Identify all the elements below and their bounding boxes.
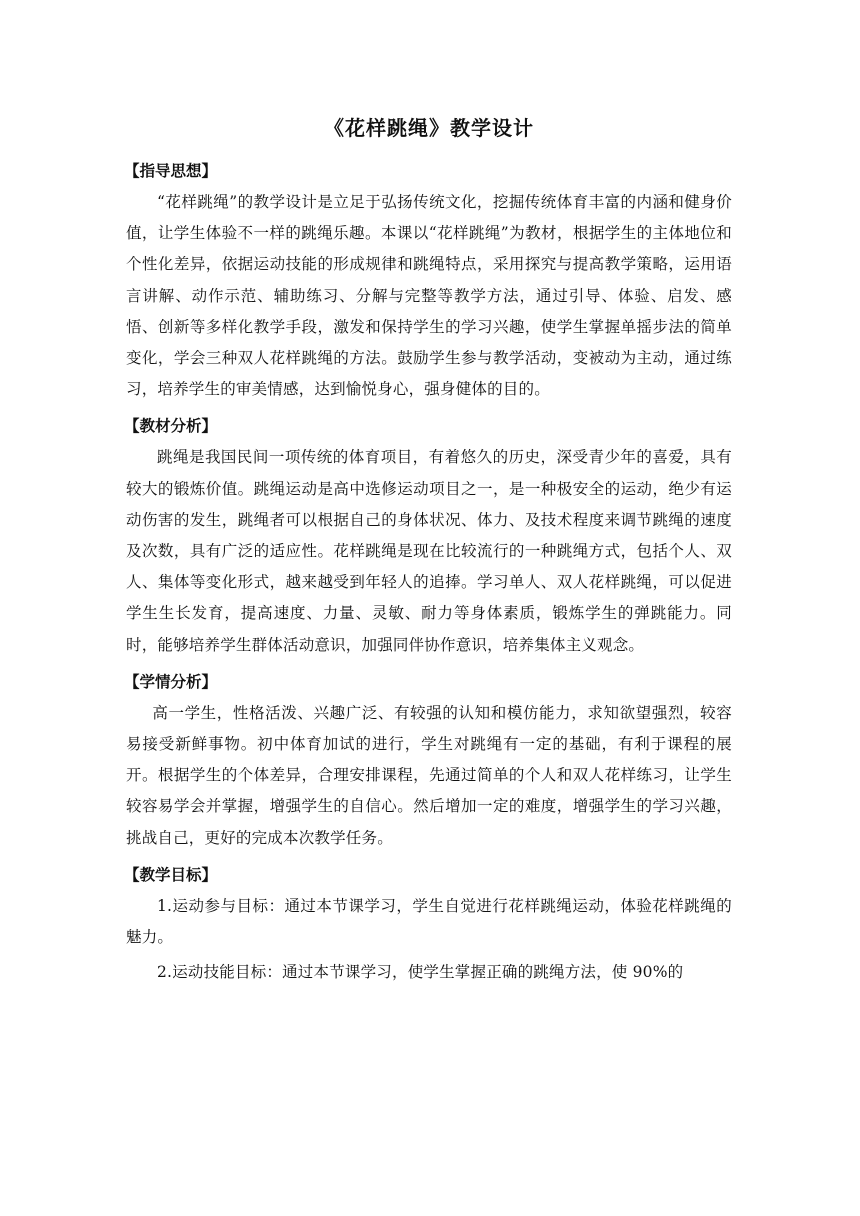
section-student-analysis bbox=[126, 665, 732, 854]
section-material-analysis bbox=[126, 409, 732, 660]
section-paragraph: “花样跳绳”的教学设计是立足于弘扬传统文化，挖掘传统体育丰富的内涵和健身价值，让学生体验不一样的跳绳乐趣。本课以“花样跳绳”为教材，根据学生的主体地位和个性化差异，依据运动技能的形成规律和跳绳特点，采用探究与提高教学策略，运用语言讲解、动作示范、辅助练习、分解与完整等教学方法，通过引导、体验、启发、感悟、创新等多样化教学手段，激发和保持学生的学习兴趣，使学生掌握单摇步法的简单变化，学会三种双人花样跳绳的方法。鼓励学生参与教学活动，变被动为主动，通过练习，培养学生的审美情感，达到愉悦身心，强身健体的目的。 bbox=[126, 193, 732, 399]
objective-item: 2.运动技能目标：通过本节课学习，使学生掌握正确的跳绳方法，使 90%的 bbox=[157, 963, 684, 982]
section-paragraph: 高一学生，性格活泼、兴趣广泛、有较强的认知和模仿能力，求知欲望强烈，较容易接受新鲜事物。初中体育加试的进行，学生对跳绳有一定的基础，有利于课程的展开。根据学生的个体差异，合理安排课程，先通过简单的个人和双人花样练习，让学生较容易学会并掌握，增强学生的自信心。然后增加一定的难度，增强学生的学习兴趣，挑战自己，更好的完成本次教学任务。 bbox=[126, 703, 732, 847]
section-heading: 【教学目标】 bbox=[124, 864, 218, 884]
section-heading: 【学情分析】 bbox=[124, 671, 218, 691]
objective-item: 1.运动参与目标：通过本节课学习，学生自觉进行花样跳绳运动，体验花样跳绳的魅力。 bbox=[126, 896, 732, 947]
document-title: 《花样跳绳》教学设计 bbox=[324, 116, 534, 140]
section-paragraph: 跳绳是我国民间一项传统的体育项目，有着悠久的历史，深受青少年的喜爱，具有较大的锻炼价值。跳绳运动是高中选修运动项目之一，是一种极安全的运动，绝少有运动伤害的发生，跳绳者可以根据自己的身体状况、体力、及技术程度来调节跳绳的速度及次数，具有广泛的适应性。花样跳绳是现在比较流行的一种跳绳方式，包括个人、双人、集体等变化形式，越来越受到年轻人的追捧。学习单人、双人花样跳绳，可以促进学生生长发育，提高速度、力量、灵敏、耐力等身体素质，锻炼学生的弹跳能力。同时，能够培养学生群体活动意识，加强同伴协作意识，培养集体主义观念。 bbox=[126, 448, 732, 654]
section-guiding-ideology bbox=[126, 154, 732, 405]
document-body bbox=[126, 112, 732, 992]
section-teaching-objectives bbox=[126, 858, 732, 989]
section-heading: 【教材分析】 bbox=[124, 416, 218, 436]
section-heading: 【指导思想】 bbox=[124, 161, 218, 180]
